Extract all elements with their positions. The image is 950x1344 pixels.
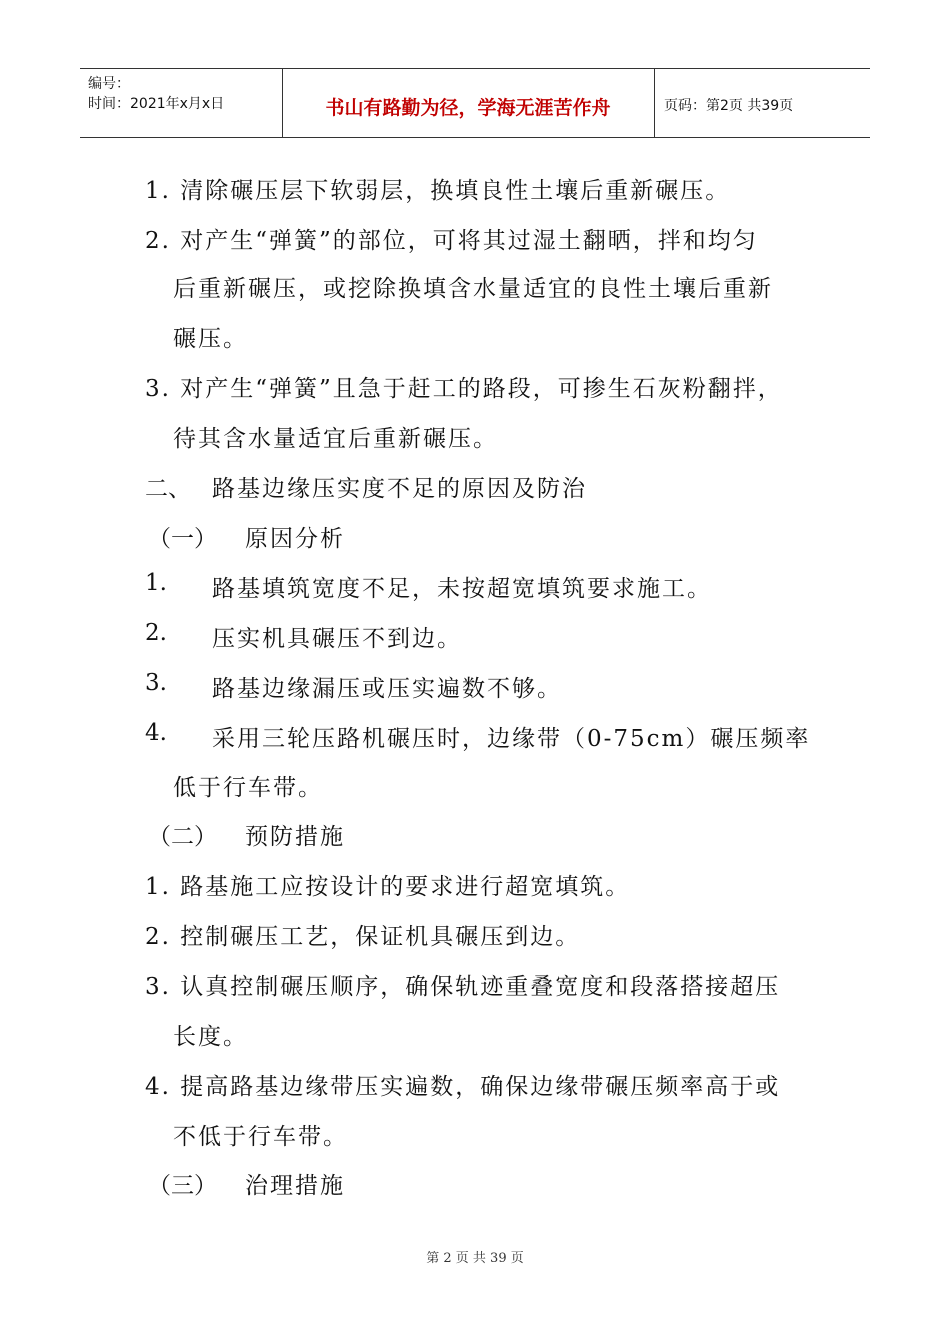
- list-item: 路基边缘漏压或压实遍数不够。: [212, 676, 562, 702]
- list-item: 3. 认真控制碾压顺序，确保轨迹重叠宽度和段落搭接超压: [145, 974, 781, 1000]
- paragraph-line: 2. 对产生“弹簧”的部位，可将其过湿土翻晒，拌和均匀: [145, 228, 758, 254]
- header-page-cell: [654, 69, 870, 137]
- list-item-continuation: 不低于行车带。: [173, 1124, 348, 1150]
- paragraph-line: 3. 对产生“弹簧”且急于赶工的路段，可掺生石灰粉翻拌，: [145, 376, 783, 402]
- list-number: 2.: [145, 620, 167, 646]
- subsection-heading: 治理措施: [245, 1173, 345, 1199]
- subsection-number: （三）: [148, 1173, 217, 1199]
- paragraph-line: 后重新碾压，或挖除换填含水量适宜的良性土壤后重新: [173, 276, 773, 302]
- list-item: 1. 路基施工应按设计的要求进行超宽填筑。: [145, 874, 631, 900]
- section-heading: 路基边缘压实度不足的原因及防治: [212, 476, 587, 502]
- list-number: 4.: [145, 720, 167, 746]
- paragraph-line: 1. 清除碾压层下软弱层，换填良性土壤后重新碾压。: [145, 178, 731, 204]
- motto: 书山有路勤为径，学海无涯苦作舟: [325, 97, 611, 119]
- list-number: 1.: [145, 570, 167, 596]
- subsection-number: （二）: [148, 824, 217, 850]
- page-footer: 第 2 页 共 39 页: [426, 1251, 524, 1266]
- list-item: 2. 控制碾压工艺，保证机具碾压到边。: [145, 924, 581, 950]
- section-number: 二、: [145, 476, 191, 502]
- page-info: 页码：第2页 共39页: [664, 98, 794, 114]
- subsection-heading: 预防措施: [245, 824, 345, 850]
- list-item-continuation: 长度。: [173, 1024, 248, 1050]
- paragraph-line: 待其含水量适宜后重新碾压。: [173, 426, 498, 452]
- subsection-heading: 原因分析: [245, 526, 345, 552]
- header-motto-cell: [282, 69, 655, 137]
- list-item-continuation: 低于行车带。: [173, 775, 323, 801]
- list-item: 压实机具碾压不到边。: [212, 626, 462, 652]
- document-header: [80, 68, 870, 138]
- list-number: 3.: [145, 670, 167, 696]
- time-label: 时间：2021年x月x日: [88, 96, 225, 112]
- list-item: 4. 提高路基边缘带压实遍数，确保边缘带碾压频率高于或: [145, 1074, 781, 1100]
- subsection-number: （一）: [148, 526, 217, 552]
- code-label: 编号：: [88, 76, 130, 92]
- list-item: 采用三轮压路机碾压时，边缘带（0-75cm）碾压频率: [212, 726, 811, 752]
- paragraph-line: 碾压。: [173, 326, 248, 352]
- header-meta-cell: [80, 69, 283, 137]
- list-item: 路基填筑宽度不足，未按超宽填筑要求施工。: [212, 576, 712, 602]
